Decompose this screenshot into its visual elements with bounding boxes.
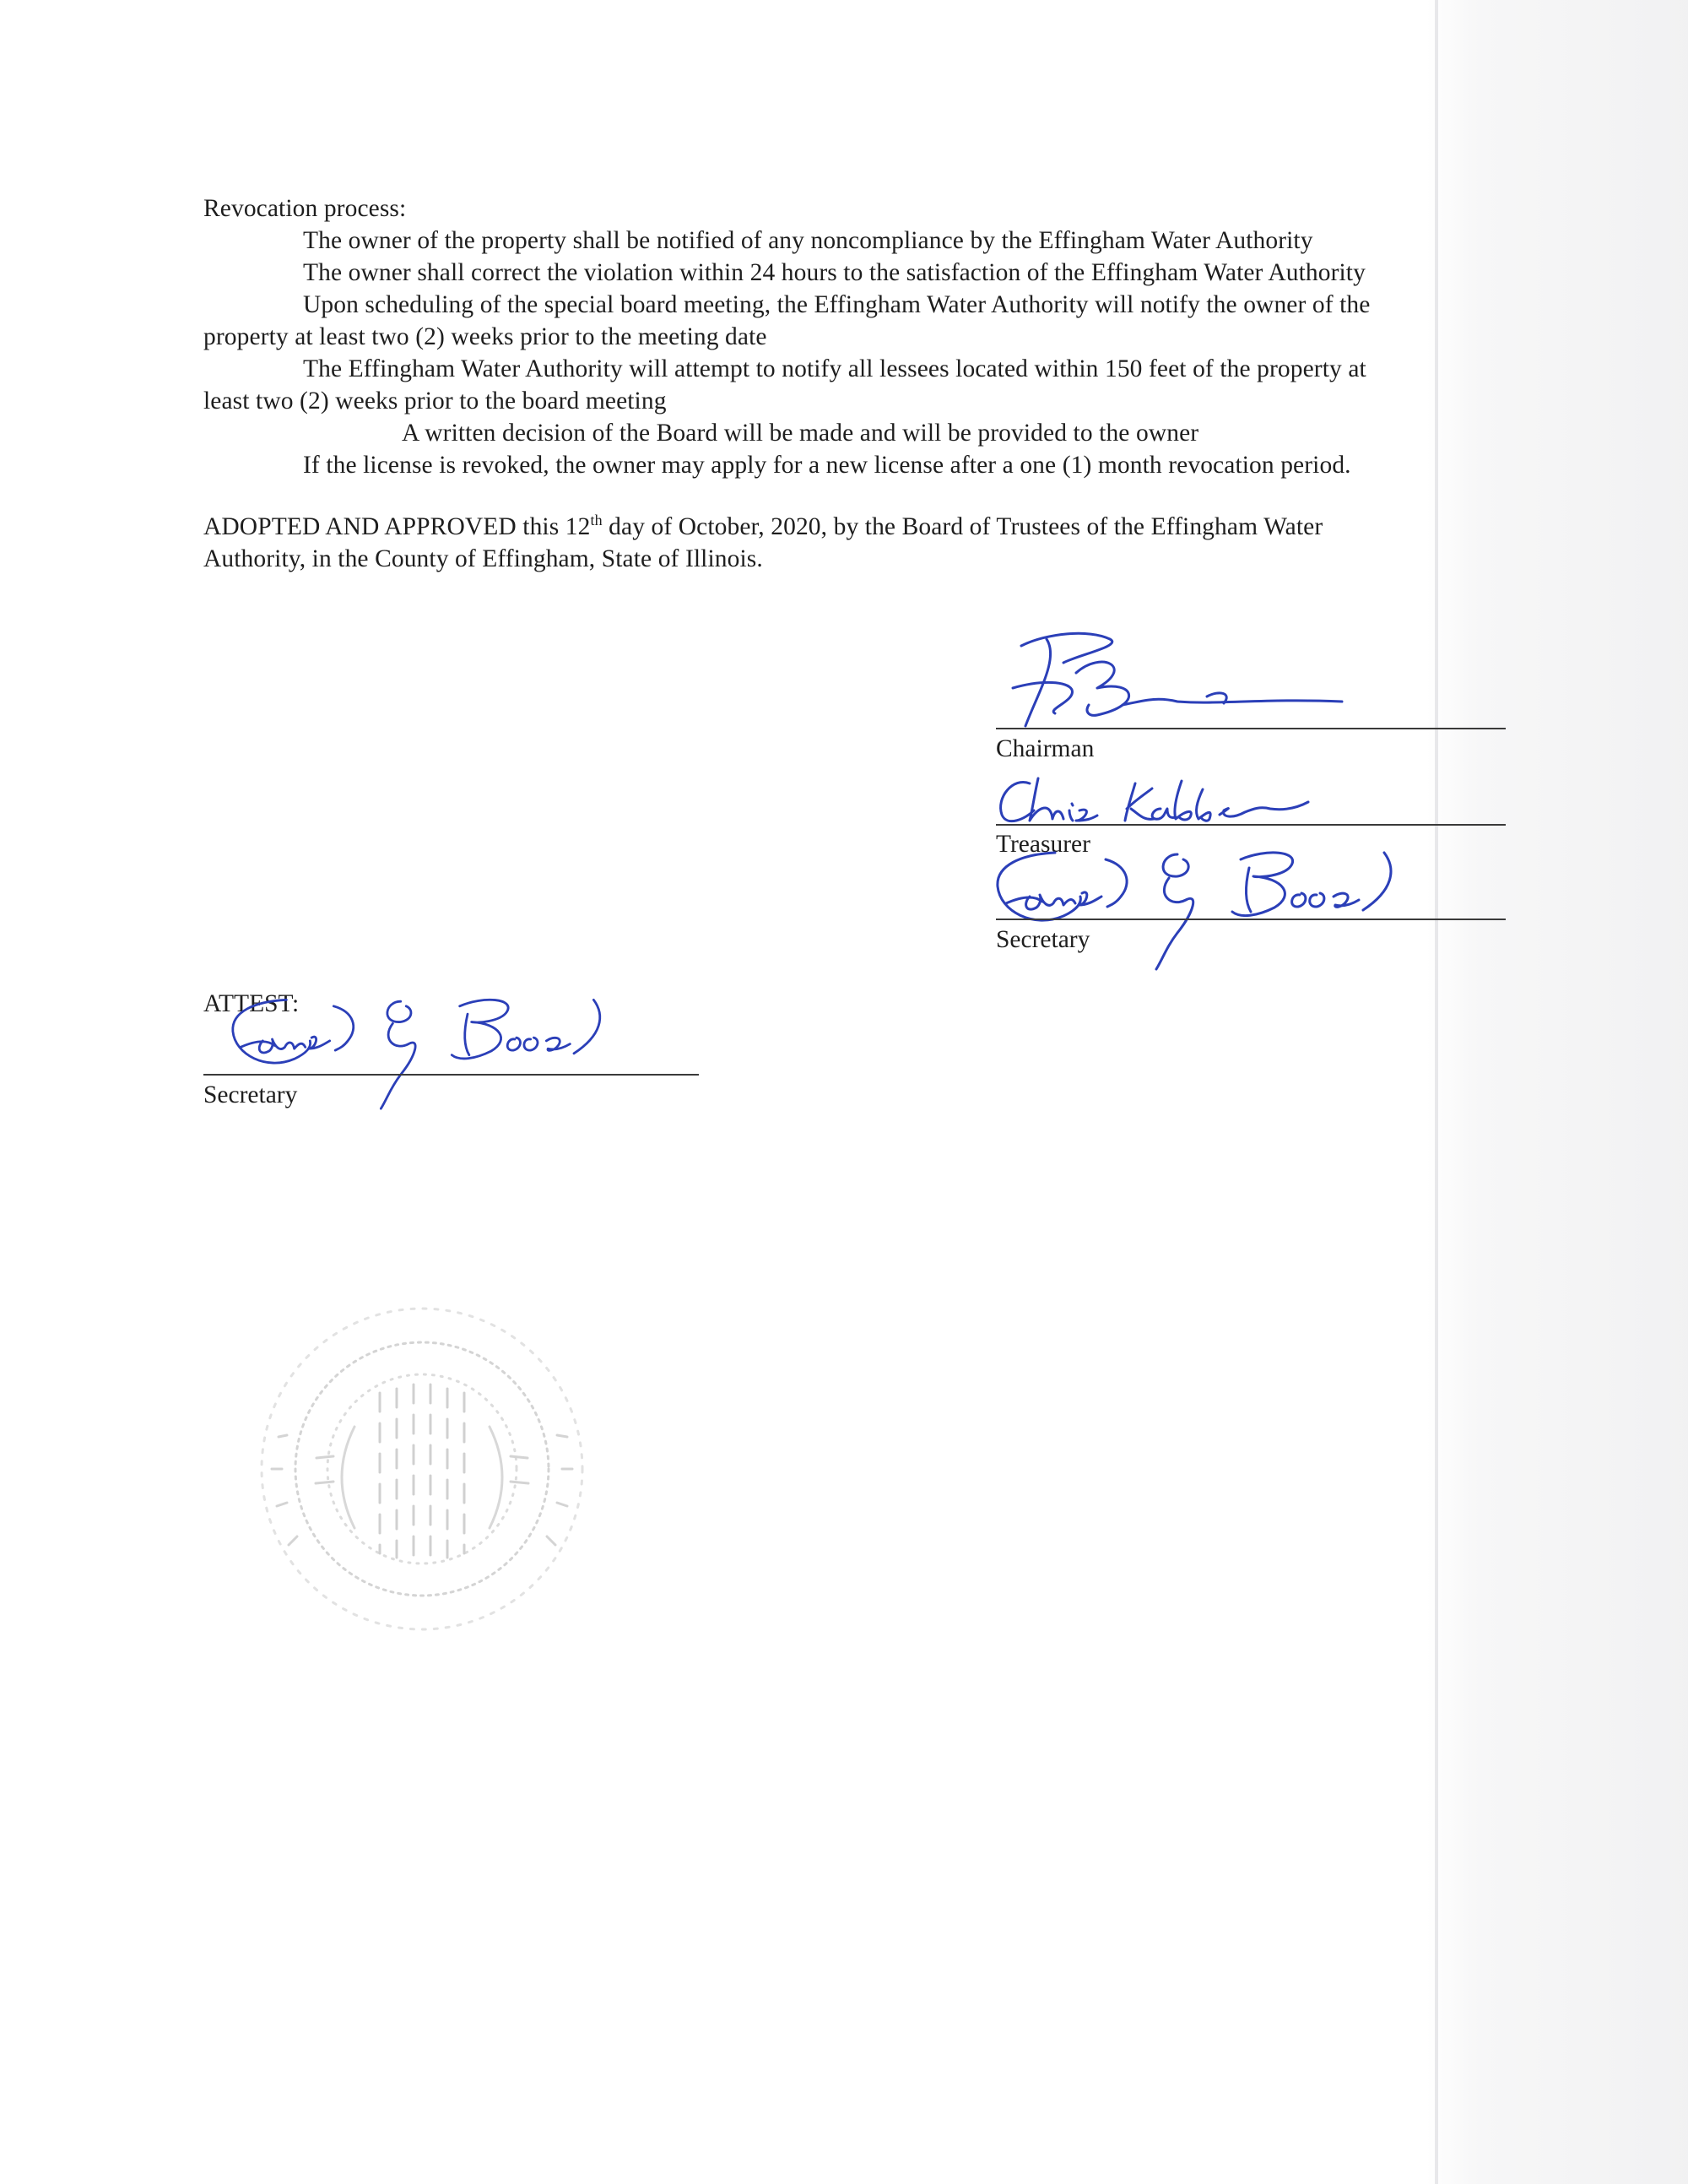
adoption-line-2: Authority, in the County of Effingham, State of Illinois. <box>203 545 763 572</box>
scan-edge-line <box>1435 0 1438 2184</box>
chairman-signature-line <box>996 728 1506 729</box>
attest-secretary-label: Secretary <box>203 1081 298 1108</box>
adoption-text-before-day: ADOPTED AND APPROVED this 12 <box>203 513 591 540</box>
chairman-signature <box>996 621 1350 730</box>
revocation-line: If the license is revoked, the owner may apply for a new license after a one (1) month revocation period. <box>303 452 1351 479</box>
secretary-label: Secretary <box>996 926 1090 953</box>
secretary-signature-line <box>996 919 1506 920</box>
attest-signature-line <box>203 1074 699 1076</box>
attest-label: ATTEST: <box>203 990 300 1017</box>
revocation-line: The owner shall correct the violation within 24 hours to the satisfaction of the Effingham Water Authority <box>303 259 1366 286</box>
treasurer-signature-line <box>996 824 1506 826</box>
adoption-line-1 <box>203 511 1323 543</box>
chairman-label: Chairman <box>996 735 1095 762</box>
treasurer-label: Treasurer <box>996 831 1090 858</box>
revocation-line: least two (2) weeks prior to the board meeting <box>203 387 667 415</box>
revocation-line: A written decision of the Board will be made and will be provided to the owner <box>402 420 1199 447</box>
scan-shadow <box>1426 0 1688 2184</box>
adoption-day-suffix: th <box>590 512 603 529</box>
treasurer-signature <box>992 768 1329 836</box>
adoption-text-after-day: day of October, 2020, by the Board of Trustees of the Effingham Water <box>602 513 1323 540</box>
revocation-line: Upon scheduling of the special board meeting, the Effingham Water Authority will notify the owner of the <box>303 291 1371 318</box>
revocation-line: The owner of the property shall be notified of any noncompliance by the Effingham Water Authority <box>303 227 1313 254</box>
revocation-line: property at least two (2) weeks prior to the meeting date <box>203 323 767 350</box>
revocation-heading: Revocation process: <box>203 195 407 222</box>
revocation-line: The Effingham Water Authority will attempt to notify all lessees located within 150 feet of the property at <box>303 355 1366 382</box>
embossed-seal-icon <box>253 1300 591 1638</box>
